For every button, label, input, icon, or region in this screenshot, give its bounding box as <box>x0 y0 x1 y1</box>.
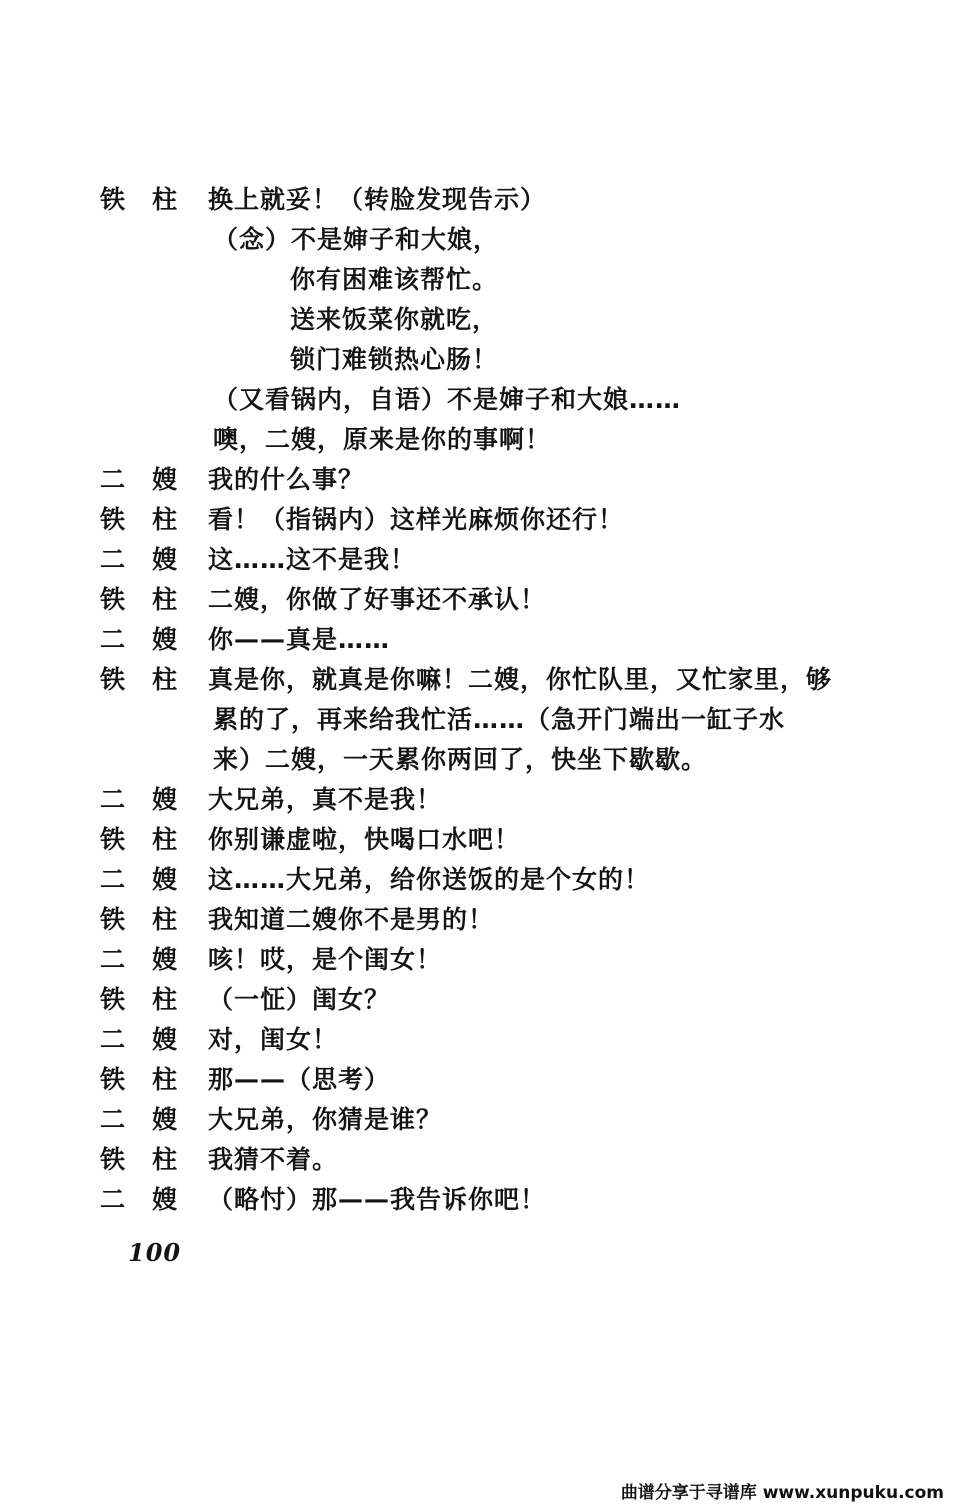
speaker-char-1: 二 <box>100 865 127 894</box>
dialogue-line <box>100 1060 914 1100</box>
speaker-char-1: 铁 <box>100 1145 127 1174</box>
speaker-char-1: 二 <box>100 785 127 814</box>
speaker-char-2: 柱 <box>152 665 179 694</box>
speaker-name <box>100 900 200 940</box>
line-text: 送来饭菜你就吃， <box>290 305 499 334</box>
speaker-char-1: 铁 <box>100 505 127 534</box>
dialogue-line <box>100 820 914 860</box>
speaker-char-1: 二 <box>100 1185 127 1214</box>
line-text: 累的了，再来给我忙活……（急开门端出一缸子水 <box>213 705 786 734</box>
dialogue-line <box>100 1100 914 1140</box>
dialogue-line <box>100 340 914 380</box>
speaker-name <box>100 300 200 340</box>
speaker-char-2: 柱 <box>152 1145 179 1174</box>
line-text: 看！（指锅内）这样光麻烦你还行！ <box>208 505 625 534</box>
line-text: （念）不是婶子和大娘， <box>213 225 500 254</box>
speaker-name <box>100 1100 200 1140</box>
line-text: 你——真是…… <box>208 625 391 654</box>
speaker-name <box>100 1140 200 1180</box>
speaker-char-1: 二 <box>100 625 127 654</box>
dialogue-line <box>100 980 914 1020</box>
page-number: 100 <box>128 1238 182 1267</box>
line-text: 来）二嫂，一天累你两回了，快坐下歇歇。 <box>213 745 708 774</box>
speaker-char-2: 柱 <box>152 985 179 1014</box>
dialogue-line <box>100 1020 914 1060</box>
speaker-name <box>100 540 200 580</box>
dialogue-line <box>100 860 914 900</box>
line-text: 我的什么事？ <box>208 465 365 494</box>
speaker-name <box>100 780 200 820</box>
speaker-name <box>100 580 200 620</box>
speaker-name <box>100 1060 200 1100</box>
speaker-name <box>100 1020 200 1060</box>
speaker-char-2: 嫂 <box>152 465 179 494</box>
speaker-name <box>100 460 200 500</box>
speaker-name <box>100 420 200 460</box>
speaker-name <box>100 820 200 860</box>
speaker-char-2: 柱 <box>152 505 179 534</box>
speaker-char-2: 柱 <box>152 185 179 214</box>
dialogue-line <box>100 660 914 700</box>
dialogue-line <box>100 540 914 580</box>
speaker-char-2: 嫂 <box>152 785 179 814</box>
speaker-char-2: 柱 <box>152 825 179 854</box>
speaker-name <box>100 700 200 740</box>
dialogue-line <box>100 500 914 540</box>
dialogue-line <box>100 740 914 780</box>
line-text: 你有困难该帮忙。 <box>290 265 499 294</box>
line-text: 这……大兄弟，给你送饭的是个女的！ <box>208 865 651 894</box>
line-text: 大兄弟，你猜是谁？ <box>208 1105 443 1134</box>
speaker-char-1: 铁 <box>100 665 127 694</box>
line-text: 这……这不是我！ <box>208 545 417 574</box>
speaker-char-1: 铁 <box>100 585 127 614</box>
speaker-name <box>100 500 200 540</box>
dialogue-line <box>100 940 914 980</box>
line-text: 我猜不着。 <box>208 1145 339 1174</box>
speaker-name <box>100 180 200 220</box>
speaker-char-2: 嫂 <box>152 1025 179 1054</box>
speaker-name <box>100 620 200 660</box>
speaker-name <box>100 660 200 700</box>
speaker-char-1: 二 <box>100 1105 127 1134</box>
line-text: 对，闺女！ <box>208 1025 339 1054</box>
speaker-name <box>100 980 200 1020</box>
speaker-char-2: 柱 <box>152 585 179 614</box>
speaker-char-2: 柱 <box>152 905 179 934</box>
dialogue-line <box>100 620 914 660</box>
line-text: 我知道二嫂你不是男的！ <box>208 905 495 934</box>
speaker-char-1: 铁 <box>100 905 127 934</box>
dialogue-line <box>100 1140 914 1180</box>
dialogue-line <box>100 460 914 500</box>
speaker-char-2: 嫂 <box>152 945 179 974</box>
speaker-char-2: 嫂 <box>152 545 179 574</box>
dialogue-line <box>100 1180 914 1220</box>
line-text: 大兄弟，真不是我！ <box>208 785 443 814</box>
speaker-name <box>100 860 200 900</box>
line-text: 锁门难锁热心肠！ <box>290 345 499 374</box>
line-text: 咳！哎，是个闺女！ <box>208 945 443 974</box>
speaker-char-2: 嫂 <box>152 865 179 894</box>
dialogue-line <box>100 260 914 300</box>
speaker-name <box>100 380 200 420</box>
line-text: 那——（思考） <box>208 1065 391 1094</box>
speaker-name <box>100 1180 200 1220</box>
line-text: （一怔）闺女？ <box>208 985 391 1014</box>
dialogue-line <box>100 900 914 940</box>
speaker-name <box>100 740 200 780</box>
dialogue-line <box>100 780 914 820</box>
line-text: 二嫂，你做了好事还不承认！ <box>208 585 547 614</box>
dialogue-line <box>100 300 914 340</box>
speaker-char-1: 铁 <box>100 1065 127 1094</box>
line-text: 噢，二嫂，原来是你的事啊！ <box>213 425 552 454</box>
speaker-name <box>100 340 200 380</box>
line-text: 你别谦虚啦，快喝口水吧！ <box>208 825 521 854</box>
speaker-char-1: 铁 <box>100 185 127 214</box>
speaker-name <box>100 260 200 300</box>
dialogue-line <box>100 380 914 420</box>
speaker-char-2: 柱 <box>152 1065 179 1094</box>
dialogue-line <box>100 180 914 220</box>
line-text: （略忖）那——我告诉你吧！ <box>208 1185 547 1214</box>
line-text: 换上就妥！（转脸发现告示） <box>208 185 547 214</box>
speaker-char-1: 铁 <box>100 985 127 1014</box>
watermark: 曲谱分享于寻谱库 www.xunpuku.com <box>620 1483 944 1503</box>
line-text: （又看锅内，自语）不是婶子和大娘…… <box>213 385 682 414</box>
dialogue-line <box>100 420 914 460</box>
speaker-char-1: 二 <box>100 465 127 494</box>
dialogue-line <box>100 220 914 260</box>
speaker-char-1: 二 <box>100 545 127 574</box>
line-text: 真是你，就真是你嘛！二嫂，你忙队里，又忙家里，够 <box>208 665 833 694</box>
dialogue-line <box>100 580 914 620</box>
speaker-name <box>100 220 200 260</box>
speaker-char-2: 嫂 <box>152 625 179 654</box>
speaker-char-1: 二 <box>100 945 127 974</box>
speaker-char-2: 嫂 <box>152 1185 179 1214</box>
speaker-char-1: 二 <box>100 1025 127 1054</box>
speaker-name <box>100 940 200 980</box>
speaker-char-2: 嫂 <box>152 1105 179 1134</box>
dialogue-line <box>100 700 914 740</box>
speaker-char-1: 铁 <box>100 825 127 854</box>
